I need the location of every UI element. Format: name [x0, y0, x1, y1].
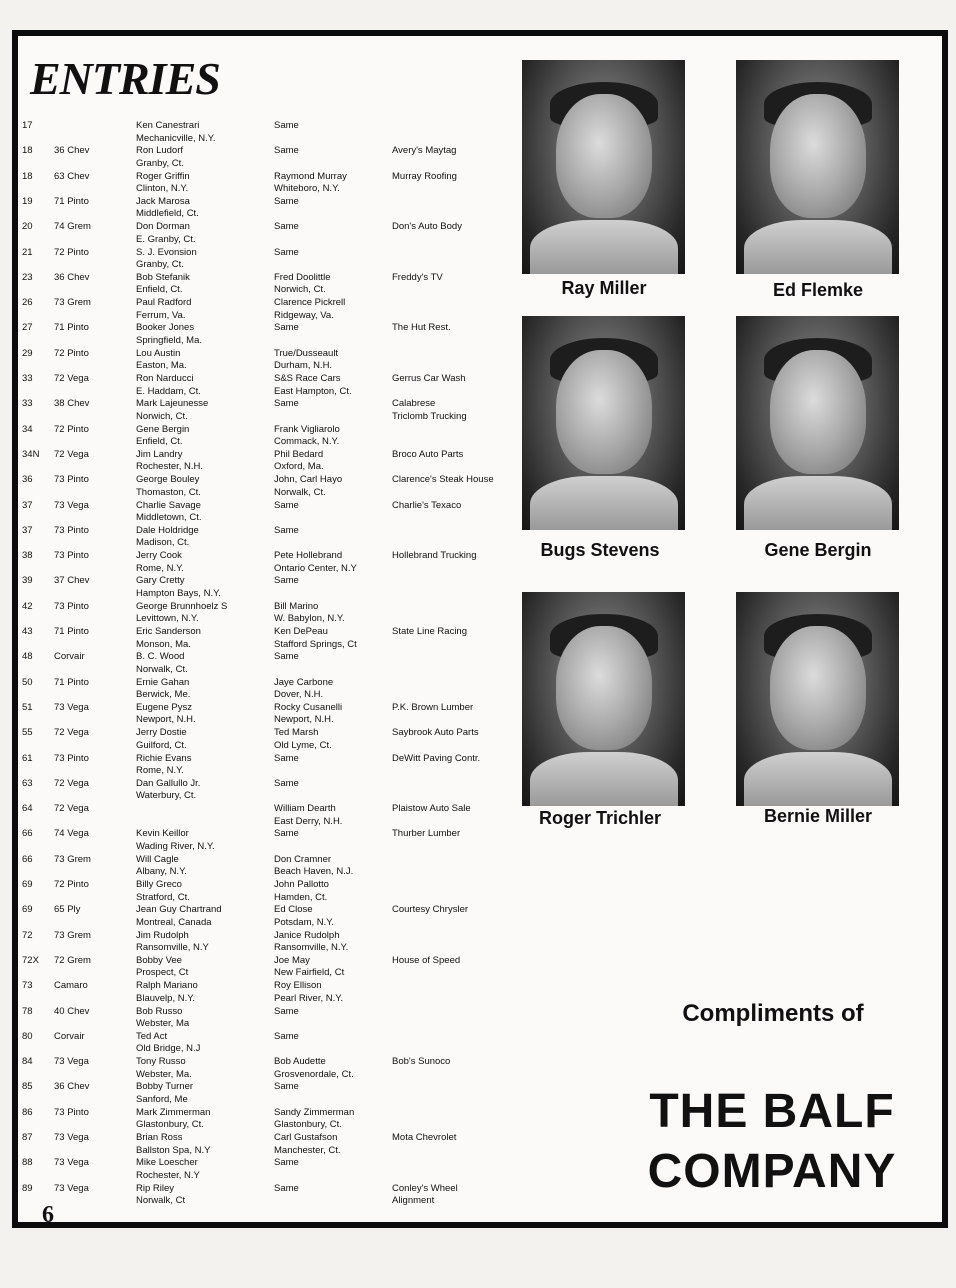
entry-owner: Same: [274, 398, 299, 410]
entry-owner: Joe May New Fairfield, Ct: [274, 954, 345, 979]
entry-car: 73 Vega: [54, 1182, 89, 1194]
entry-row: [18, 1056, 518, 1082]
entry-car: 71 Pinto: [54, 195, 89, 207]
entry-car: 73 Pinto: [54, 524, 89, 536]
entry-owner: Phil Bedard Oxford, Ma.: [274, 448, 324, 473]
entry-row: [18, 727, 518, 753]
entry-car: Corvair: [54, 651, 85, 663]
entry-driver: Tony Russo Webster, Ma.: [136, 1056, 192, 1080]
entry-number: 19: [22, 195, 33, 207]
entry-owner: Same: [274, 246, 299, 258]
entry-number: 27: [22, 322, 33, 334]
entry-number: 88: [22, 1157, 33, 1169]
entry-car: 73 Pinto: [54, 550, 89, 562]
ad-compliments: Compliments of: [682, 1000, 864, 1027]
entry-driver: Rip Riley Norwalk, Ct: [136, 1182, 186, 1207]
entry-owner: Same: [274, 1081, 299, 1093]
entry-car: 73 Vega: [54, 1157, 89, 1169]
entry-car: 36 Chev: [54, 271, 90, 283]
entry-number: 80: [22, 1030, 33, 1042]
entry-row: [18, 272, 518, 298]
entry-driver: Ralph Mariano Blauvelp, N.Y.: [136, 980, 198, 1004]
entry-row: [18, 1132, 518, 1158]
entry-number: 37: [22, 499, 33, 511]
entry-number: 72X: [22, 954, 39, 966]
entry-number: 34: [22, 423, 33, 435]
entry-number: 18: [22, 145, 33, 157]
entry-row: [18, 601, 518, 627]
entry-number: 61: [22, 752, 33, 764]
entry-owner: True/Dusseault Durham, N.H.: [274, 347, 339, 372]
photo-caption: Bernie Miller: [763, 806, 873, 826]
entry-sponsor: House of Speed: [392, 954, 461, 966]
entry-car: 72 Vega: [54, 803, 89, 815]
entry-row: [18, 854, 518, 880]
entry-row: [18, 677, 518, 703]
page-title: ENTRIES: [30, 53, 220, 104]
entry-row: [18, 145, 518, 171]
entry-number: 17: [22, 120, 33, 131]
entry-sponsor: Clarence's Steak House: [392, 474, 494, 486]
entry-driver: Kevin Keillor Wading River, N.Y.: [136, 828, 215, 852]
entry-driver: Gary Cretty Hampton Bays, N.Y.: [136, 575, 221, 599]
entry-row: [18, 120, 518, 146]
entry-owner: Pete Hollebrand Ontario Center, N.Y: [274, 550, 357, 574]
entry-number: 66: [22, 828, 33, 840]
entry-driver: Jerry Cook Rome, N.Y.: [136, 550, 184, 574]
entry-number: 72: [22, 929, 33, 941]
entry-number: 39: [22, 575, 33, 587]
entry-row: [18, 221, 518, 247]
entry-car: 73 Grem: [54, 853, 91, 865]
entry-row: [18, 322, 518, 348]
entry-row: [18, 398, 518, 424]
entry-car: 40 Chev: [54, 1005, 90, 1017]
entry-owner: Roy Ellison Pearl River, N.Y.: [274, 980, 343, 1004]
entry-driver: Eric Sanderson Monson, Ma.: [136, 626, 201, 650]
entry-owner: Frank Vigliarolo Commack, N.Y.: [274, 423, 340, 448]
entry-driver: Roger Griffin Clinton, N.Y.: [136, 170, 190, 195]
entry-owner: Ed Close Potsdam, N.Y.: [274, 904, 335, 928]
entry-driver: George Brunnhoelz S Levittown, N.Y.: [136, 600, 228, 625]
entry-sponsor: Mota Chevrolet: [392, 1132, 457, 1143]
entry-owner: Same: [274, 1005, 299, 1017]
entry-row: [18, 550, 518, 576]
driver-photo: [522, 316, 685, 530]
entry-row: [18, 1031, 518, 1057]
entry-row: [18, 525, 518, 551]
entry-number: 64: [22, 803, 33, 815]
entry-number: 23: [22, 271, 33, 283]
entry-owner: Same: [274, 575, 299, 587]
entry-number: 42: [22, 600, 33, 612]
entry-owner: Same: [274, 221, 299, 233]
entry-driver: Eugene Pysz Newport, N.H.: [136, 701, 196, 726]
entry-sponsor: Bob's Sunoco: [392, 1056, 451, 1068]
entry-number: 48: [22, 651, 33, 663]
entry-row: [18, 575, 518, 601]
photo-caption: Gene Bergin: [764, 540, 872, 560]
entry-number: 55: [22, 727, 33, 739]
entry-owner: Don Cramner Beach Haven, N.J.: [274, 853, 354, 878]
entry-car: 73 Vega: [54, 1132, 89, 1143]
entry-row: [18, 955, 518, 981]
entry-car: 72 Vega: [54, 727, 89, 739]
entry-number: 50: [22, 676, 33, 688]
entry-row: [18, 171, 518, 197]
entry-owner: Same: [274, 752, 299, 764]
entry-driver: Bobby Turner Sanford, Me: [136, 1081, 194, 1105]
ad-company-line1: THE BALF: [649, 1085, 895, 1138]
entry-car: 72 Pinto: [54, 246, 89, 258]
entry-number: 66: [22, 853, 33, 865]
entry-number: 85: [22, 1081, 33, 1093]
entry-number: 84: [22, 1056, 33, 1068]
entry-owner: Fred Doolittle Norwich, Ct.: [274, 271, 331, 296]
entry-owner: Janice Rudolph Ransomville, N.Y.: [274, 929, 349, 954]
entry-car: 72 Pinto: [54, 423, 89, 435]
entry-owner: Same: [274, 524, 299, 536]
entry-car: Corvair: [54, 1030, 85, 1042]
entry-driver: Mark Zimmerman Glastonbury, Ct.: [136, 1106, 211, 1131]
entry-driver: Jim Rudolph Ransomville, N.Y: [136, 929, 209, 954]
entry-owner: Same: [274, 777, 299, 789]
driver-photo: [736, 60, 899, 274]
page-number: 6: [42, 1202, 54, 1228]
entry-row: [18, 500, 518, 526]
entry-car: 36 Chev: [54, 1081, 90, 1093]
entry-driver: George Bouley Thomaston, Ct.: [136, 474, 201, 498]
entry-sponsor: Plaistow Auto Sale: [392, 803, 471, 815]
entry-owner: Same: [274, 120, 299, 131]
entry-row: [18, 1107, 518, 1133]
entry-car: 37 Chev: [54, 575, 90, 587]
entry-driver: Booker Jones Springfield, Ma.: [136, 322, 203, 346]
entry-car: 63 Chev: [54, 170, 90, 182]
entry-number: 51: [22, 701, 33, 713]
entry-owner: Same: [274, 499, 299, 511]
entry-driver: Ernie Gahan Berwick, Me.: [136, 676, 191, 701]
entry-row: [18, 348, 518, 374]
entry-row: [18, 753, 518, 779]
entry-driver: Billy Greco Stratford, Ct.: [136, 879, 190, 903]
entry-sponsor: Calabrese Triclomb Trucking: [392, 398, 467, 422]
entry-driver: Mark Lajeunesse Norwich, Ct.: [136, 398, 209, 422]
entry-number: 33: [22, 373, 33, 384]
entry-car: 72 Vega: [54, 777, 89, 789]
driver-photo: [736, 592, 899, 806]
entry-car: 73 Grem: [54, 929, 91, 941]
entry-car: 72 Vega: [54, 373, 89, 384]
entry-owner: Carl Gustafson Manchester, Ct.: [274, 1132, 341, 1156]
entry-row: [18, 474, 518, 500]
entry-owner: Same: [274, 828, 299, 840]
entry-car: 72 Vega: [54, 448, 89, 460]
entry-driver: Dale Holdridge Madison, Ct.: [136, 524, 199, 549]
entry-sponsor: Saybrook Auto Parts: [392, 727, 479, 739]
entry-number: 34N: [22, 448, 40, 460]
entry-number: 87: [22, 1132, 33, 1143]
entry-row: [18, 778, 518, 804]
entry-number: 33: [22, 398, 33, 410]
entry-owner: Bill Marino W. Babylon, N.Y.: [274, 600, 345, 625]
entry-driver: Ted Act Old Bridge, N.J: [136, 1030, 201, 1055]
entry-car: 74 Vega: [54, 828, 89, 840]
entry-number: 69: [22, 879, 33, 890]
entry-row: [18, 930, 518, 956]
entry-car: 38 Chev: [54, 398, 90, 410]
entry-owner: Sandy Zimmerman Glastonbury, Ct.: [274, 1106, 355, 1131]
entry-driver: Paul Radford Ferrum, Va.: [136, 297, 192, 321]
entry-owner: Same: [274, 145, 299, 157]
entry-sponsor: The Hut Rest.: [392, 322, 451, 334]
entry-driver: Bob Stefanik Enfield, Ct.: [136, 271, 190, 296]
driver-photo: [736, 316, 899, 530]
entry-driver: Charlie Savage Middletown, Ct.: [136, 499, 202, 523]
entry-car: 71 Pinto: [54, 676, 89, 688]
entry-car: 74 Grem: [54, 221, 91, 233]
entry-driver: Bob Russo Webster, Ma: [136, 1005, 190, 1029]
entry-car: 73 Vega: [54, 1056, 89, 1068]
entry-owner: John Pallotto Hamden, Ct.: [274, 879, 329, 903]
entry-sponsor: Gerrus Car Wash: [392, 373, 466, 384]
entry-car: 65 Ply: [54, 904, 81, 916]
page-frame: [12, 30, 948, 1228]
entry-number: 43: [22, 626, 33, 637]
entry-row: [18, 879, 518, 905]
entry-driver: Jack Marosa Middlefield, Ct.: [136, 195, 199, 220]
entry-number: 69: [22, 904, 33, 916]
entry-sponsor: Avery's Maytag: [392, 145, 457, 157]
entry-row: [18, 247, 518, 273]
entry-number: 73: [22, 980, 33, 992]
entry-driver: Gene Bergin Enfield, Ct.: [136, 423, 190, 448]
entry-number: 29: [22, 347, 33, 359]
entry-number: 89: [22, 1182, 33, 1194]
entry-row: [18, 828, 518, 854]
entry-row: [18, 297, 518, 323]
entry-owner: Same: [274, 1157, 299, 1169]
entry-row: [18, 904, 518, 930]
entry-car: 71 Pinto: [54, 322, 89, 334]
entry-number: 78: [22, 1005, 33, 1017]
entry-owner: Same: [274, 195, 299, 207]
entry-row: [18, 449, 518, 475]
entry-row: [18, 1183, 518, 1209]
entry-row: [18, 196, 518, 222]
entry-sponsor: Hollebrand Trucking: [392, 550, 477, 562]
entry-driver: Jim Landry Rochester, N.H.: [136, 448, 204, 473]
entry-sponsor: Murray Roofing: [392, 170, 457, 182]
entry-owner: Ken DePeau Stafford Springs, Ct: [274, 626, 357, 650]
entry-car: 73 Pinto: [54, 1106, 89, 1118]
entry-owner: Raymond Murray Whiteboro, N.Y.: [274, 170, 347, 195]
entry-sponsor: DeWitt Paving Contr.: [392, 752, 481, 764]
entry-car: 71 Pinto: [54, 626, 89, 637]
entry-car: 73 Pinto: [54, 474, 89, 486]
entry-driver: Richie Evans Rome, N.Y.: [136, 752, 192, 776]
driver-photo: [522, 592, 685, 806]
photo-caption: Roger Trichler: [538, 808, 662, 828]
entry-number: 37: [22, 524, 33, 536]
entry-row: [18, 702, 518, 728]
entry-owner: Same: [274, 1030, 299, 1042]
entry-driver: Will Cagle Albany, N.Y.: [136, 853, 187, 878]
entry-driver: B. C. Wood Norwalk, Ct.: [136, 651, 188, 675]
entry-driver: Brian Ross Ballston Spa, N.Y: [136, 1132, 211, 1156]
entry-owner: Same: [274, 322, 299, 334]
entry-number: 63: [22, 777, 33, 789]
entry-driver: Lou Austin Easton, Ma.: [136, 347, 187, 372]
entry-driver: Jerry Dostie Guilford, Ct.: [136, 727, 187, 751]
entry-car: 73 Vega: [54, 701, 89, 713]
entry-number: 21: [22, 246, 33, 258]
entry-sponsor: Thurber Lumber: [392, 828, 461, 840]
entry-sponsor: Broco Auto Parts: [392, 448, 464, 460]
entry-row: [18, 373, 518, 399]
entry-row: [18, 651, 518, 677]
entry-car: 72 Pinto: [54, 879, 89, 890]
entry-sponsor: Courtesy Chrysler: [392, 904, 469, 916]
entry-driver: Ron Narducci E. Haddam, Ct.: [136, 373, 201, 397]
entry-driver: Bobby Vee Prospect, Ct: [136, 954, 189, 979]
entry-owner: S&S Race Cars East Hampton, Ct.: [274, 373, 352, 397]
entry-owner: John, Carl Hayo Norwalk, Ct.: [274, 474, 343, 498]
photo-caption: Ed Flemke: [772, 280, 864, 300]
entry-car: Camaro: [54, 980, 88, 992]
photo-caption: Ray Miller: [561, 278, 647, 298]
entry-number: 18: [22, 170, 33, 182]
entry-driver: S. J. Evonsion Granby, Ct.: [136, 246, 197, 270]
driver-photo: [522, 60, 685, 274]
entry-number: 36: [22, 474, 33, 486]
entry-sponsor: Charlie's Texaco: [392, 499, 462, 511]
entry-owner: Same: [274, 651, 299, 663]
entry-car: 73 Pinto: [54, 752, 89, 764]
entry-driver: Jean Guy Chartrand Montreal, Canada: [136, 904, 222, 928]
entry-row: [18, 1081, 518, 1107]
entry-row: [18, 1006, 518, 1032]
entry-sponsor: State Line Racing: [392, 626, 467, 637]
entry-car: 36 Chev: [54, 145, 90, 157]
entry-owner: William Dearth East Derry, N.H.: [274, 803, 343, 827]
entry-owner: Jaye Carbone Dover, N.H.: [274, 676, 334, 701]
entry-row: [18, 626, 518, 652]
entry-row: [18, 1157, 518, 1183]
ad-company-line2: COMPANY: [647, 1145, 897, 1198]
entry-number: 20: [22, 221, 33, 233]
entry-owner: Ted Marsh Old Lyme, Ct.: [274, 727, 332, 751]
entry-car: 73 Grem: [54, 297, 91, 309]
entry-row: [18, 803, 518, 829]
entry-car: 72 Grem: [54, 954, 91, 966]
entry-row: [18, 980, 518, 1006]
entry-number: 86: [22, 1106, 33, 1118]
entry-driver: Ken Canestrari Mechanicville, N.Y.: [136, 120, 216, 144]
entry-sponsor: P.K. Brown Lumber: [392, 701, 474, 713]
entry-owner: Rocky Cusanelli Newport, N.H.: [274, 701, 343, 726]
entry-number: 38: [22, 550, 33, 562]
entry-owner: Same: [274, 1182, 299, 1194]
entry-driver: Dan Gallullo Jr. Waterbury, Ct.: [136, 777, 201, 802]
entry-owner: Clarence Pickrell Ridgeway, Va.: [274, 297, 346, 321]
entry-row: [18, 424, 518, 450]
entry-sponsor: Conley's Wheel Alignment: [392, 1182, 458, 1207]
photo-caption: Bugs Stevens: [540, 540, 660, 560]
entry-sponsor: Freddy's TV: [392, 271, 443, 283]
entry-owner: Bob Audette Grosvenordale, Ct.: [274, 1056, 354, 1080]
entry-driver: Ron Ludorf Granby, Ct.: [136, 145, 184, 169]
entry-sponsor: Don's Auto Body: [392, 221, 462, 233]
entry-car: 72 Pinto: [54, 347, 89, 359]
entry-car: 73 Pinto: [54, 600, 89, 612]
entry-driver: Don Dorman E. Granby, Ct.: [136, 221, 196, 245]
entry-number: 26: [22, 297, 33, 309]
entry-driver: Mike Loescher Rochester, N.Y: [136, 1157, 200, 1181]
entry-car: 73 Vega: [54, 499, 89, 511]
